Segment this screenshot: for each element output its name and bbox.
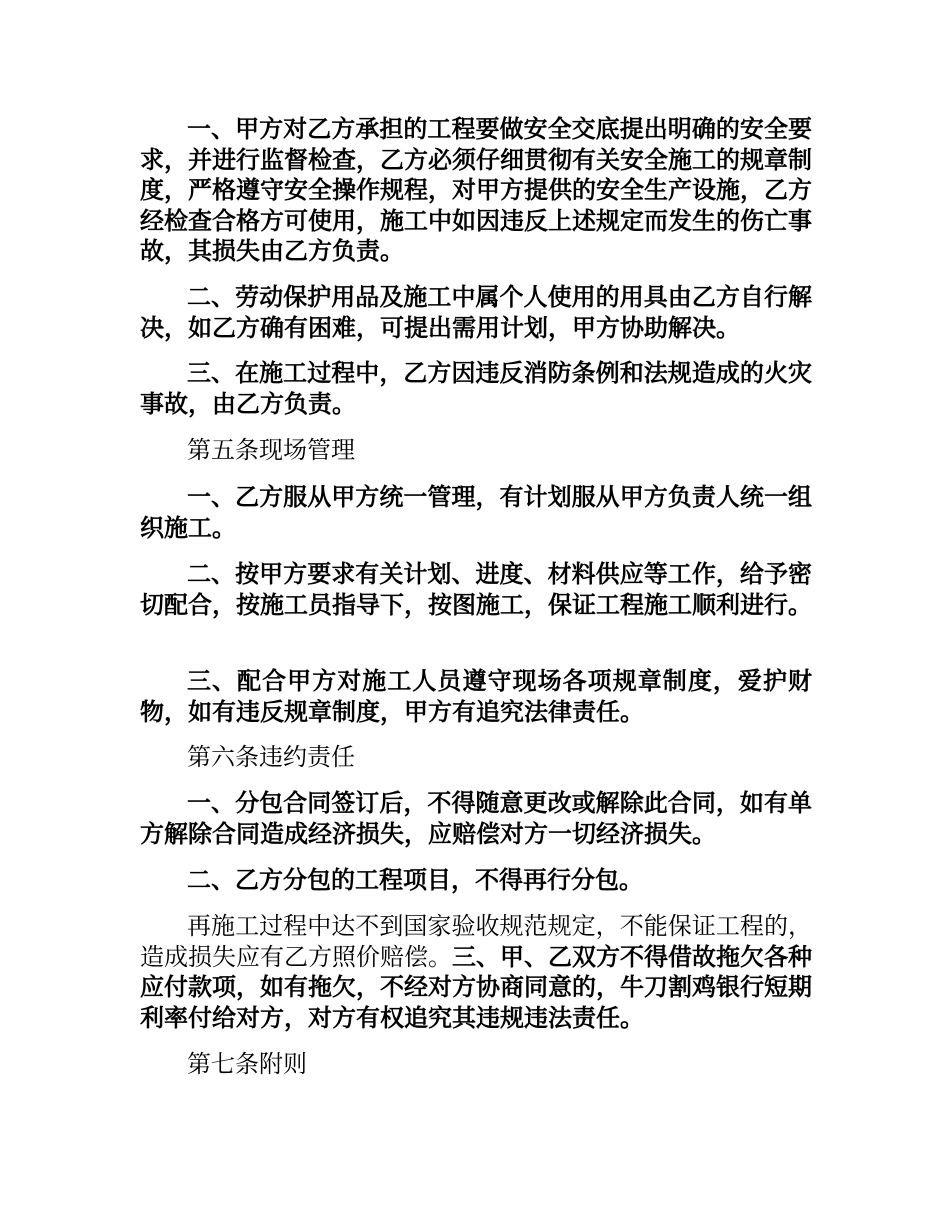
- payment-clause-text: 三、甲、乙双方不得借故拖欠各种应付款项，如有拖欠，不经对方协商同意的，牛刀割鸡银行短期利率付给对方，对方有权追究其违规违法责任。: [140, 941, 812, 1032]
- compensation-text: 再施工过程中达不到国家验收规范规定，不能保证工程的，造成损失应有乙方照价赔偿。: [140, 912, 812, 971]
- paragraph-site-rules: 三、配合甲方对施工人员遵守现场各项规章制度，爱护财物，如有违反规章制度，甲方有追究法律责任。: [140, 666, 812, 726]
- section-heading-site-management: 第五条现场管理: [187, 436, 355, 464]
- paragraph-contract-termination: 一、分包合同签订后，不得随意更改或解除此合同，如有单方解除合同造成经济损失，应赔偿对方一切经济损失。: [140, 788, 812, 848]
- paragraph-unified-management: 一、乙方服从甲方统一管理，有计划服从甲方负责人统一组织施工。: [140, 482, 812, 542]
- paragraph-compensation-and-payment: [140, 911, 812, 1033]
- section-heading-breach-liability: 第六条违约责任: [187, 743, 355, 771]
- paragraph-safety-requirements: 一、甲方对乙方承担的工程要做安全交底提出明确的安全要求，并进行监督检查，乙方必须仔细贯彻有关安全施工的规章制度，严格遵守安全操作规程，对甲方提供的安全生产设施，乙方经检查合格方可使用，施工中如因违反上述规定而发生的伤亡事故，其损失由乙方负责。: [140, 114, 812, 265]
- paragraph-no-subcontracting: 二、乙方分包的工程项目，不得再行分包。: [187, 865, 643, 894]
- paragraph-cooperation: 二、按甲方要求有关计划、进度、材料供应等工作，给予密切配合，按施工员指导下，按图施工，保证工程施工顺利进行。: [140, 559, 812, 619]
- paragraph-labor-protection: 二、劳动保护用品及施工中属个人使用的用具由乙方自行解决，如乙方确有困难，可提出需用计划，甲方协助解决。: [140, 282, 812, 342]
- paragraph-fire-safety: 三、在施工过程中，乙方因违反消防条例和法规造成的火灾事故，由乙方负责。: [140, 358, 812, 418]
- section-heading-supplementary-provisions: 第七条附则: [187, 1050, 307, 1078]
